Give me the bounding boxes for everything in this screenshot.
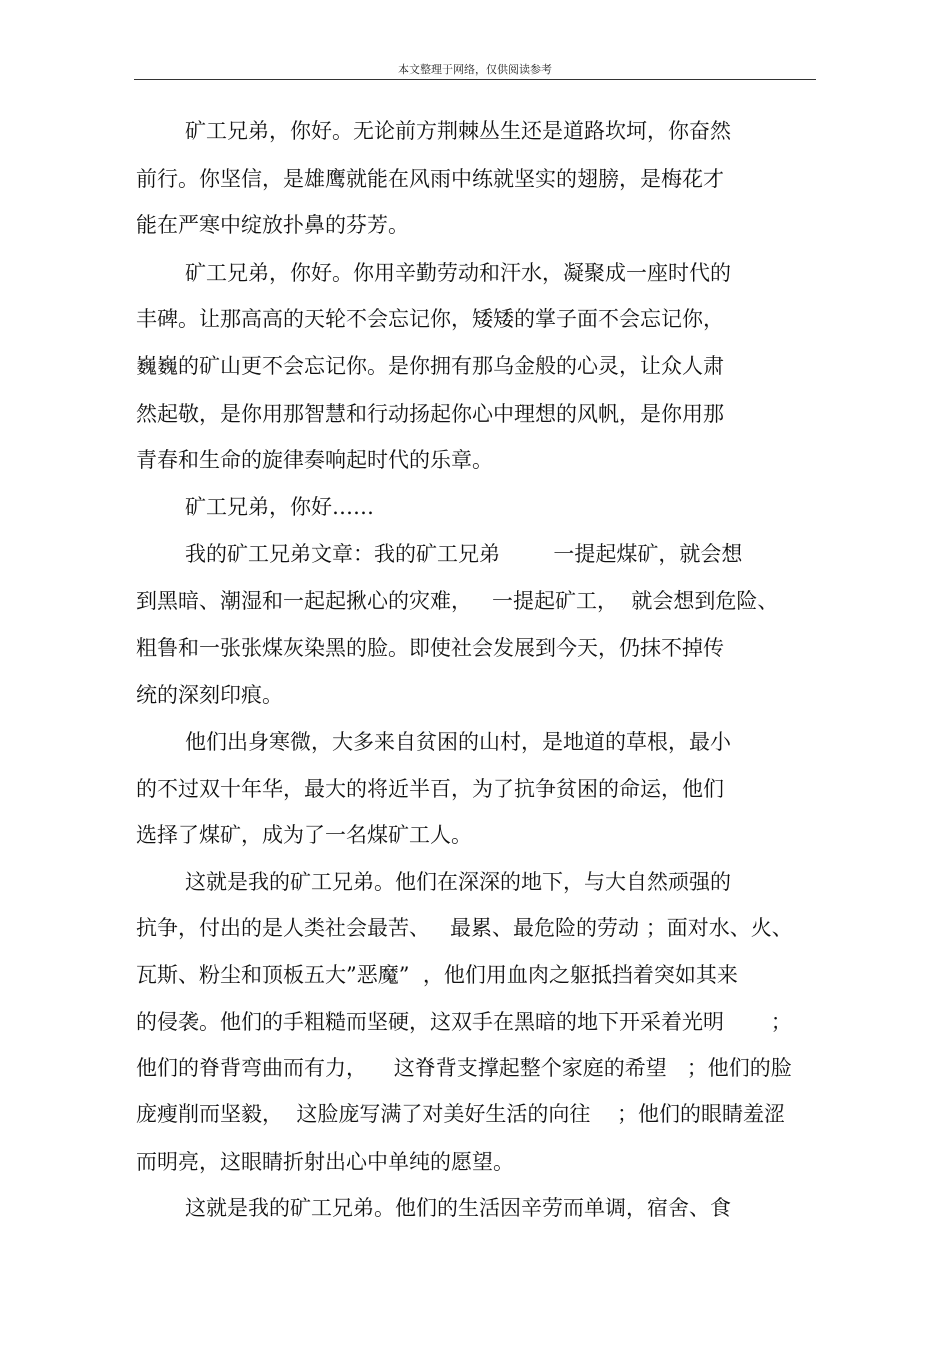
text-line: 然起敬，是你用那智慧和行动扬起你心中理想的风帆，是你用那 [136, 402, 724, 426]
text-line: 到黑暗、潮湿和一起起揪心的灾难， 一提起矿工， 就会想到危险、 [136, 589, 779, 613]
text-line: 的侵袭。他们的手粗糙而坚硬，这双手在黑暗的地下开采着光明 ； [136, 1010, 792, 1034]
text-line: 青春和生命的旋律奏响起时代的乐章。 [136, 448, 493, 472]
text-line: 巍巍的矿山更不会忘记你。是你拥有那乌金般的心灵，让众人肃 [136, 354, 724, 378]
text-line: 矿工兄弟，你好。你用辛勤劳动和汗水，凝聚成一座时代的 [185, 261, 731, 285]
header-note: 本文整理于网络，仅供阅读参考 [398, 63, 552, 76]
text-line: 矿工兄弟，你好…… [185, 495, 374, 519]
text-line: 选择了煤矿，成为了一名煤矿工人。 [136, 823, 472, 847]
text-line: 他们的脊背弯曲而有力， 这脊背支撑起整个家庭的希望 ；他们的脸 [136, 1056, 792, 1080]
text-line: 我的矿工兄弟文章：我的矿工兄弟 一提起煤矿，就会想 [185, 542, 743, 566]
text-line: 庞瘦削而坚毅， 这脸庞写满了对美好生活的向往 ；他们的眼睛羞涩 [136, 1102, 786, 1126]
text-line: 他们出身寒微，大多来自贫困的山村，是地道的草根，最小 [185, 730, 731, 754]
header-divider [134, 79, 816, 80]
text-line: 能在严寒中绽放扑鼻的芬芳。 [136, 213, 409, 237]
text-line: 前行。你坚信，是雄鹰就能在风雨中练就坚实的翅膀，是梅花才 [136, 167, 724, 191]
text-line: 瓦斯、粉尘和顶板五大”恶魔” ，他们用血肉之躯抵挡着突如其来 [136, 963, 738, 987]
text-line: 这就是我的矿工兄弟。他们在深深的地下，与大自然顽强的 [185, 870, 731, 894]
text-line: 的不过双十年华，最大的将近半百，为了抗争贫困的命运，他们 [136, 777, 724, 801]
text-line: 而明亮，这眼睛折射出心中单纯的愿望。 [136, 1150, 514, 1174]
text-line: 矿工兄弟，你好。无论前方荆棘丛生还是道路坎坷，你奋然 [185, 119, 731, 143]
text-line: 抗争，付出的是人类社会最苦、 最累、最危险的劳动 ；面对水、火、 [136, 916, 793, 940]
text-line: 粗鲁和一张张煤灰染黑的脸。即使社会发展到今天，仍抹不掉传 [136, 636, 724, 660]
text-line: 统的深刻印痕。 [136, 683, 283, 707]
text-line: 丰碑。让那高高的天轮不会忘记你，矮矮的掌子面不会忘记你， [136, 307, 724, 331]
text-line: 这就是我的矿工兄弟。他们的生活因辛劳而单调，宿舍、食 [185, 1196, 731, 1220]
